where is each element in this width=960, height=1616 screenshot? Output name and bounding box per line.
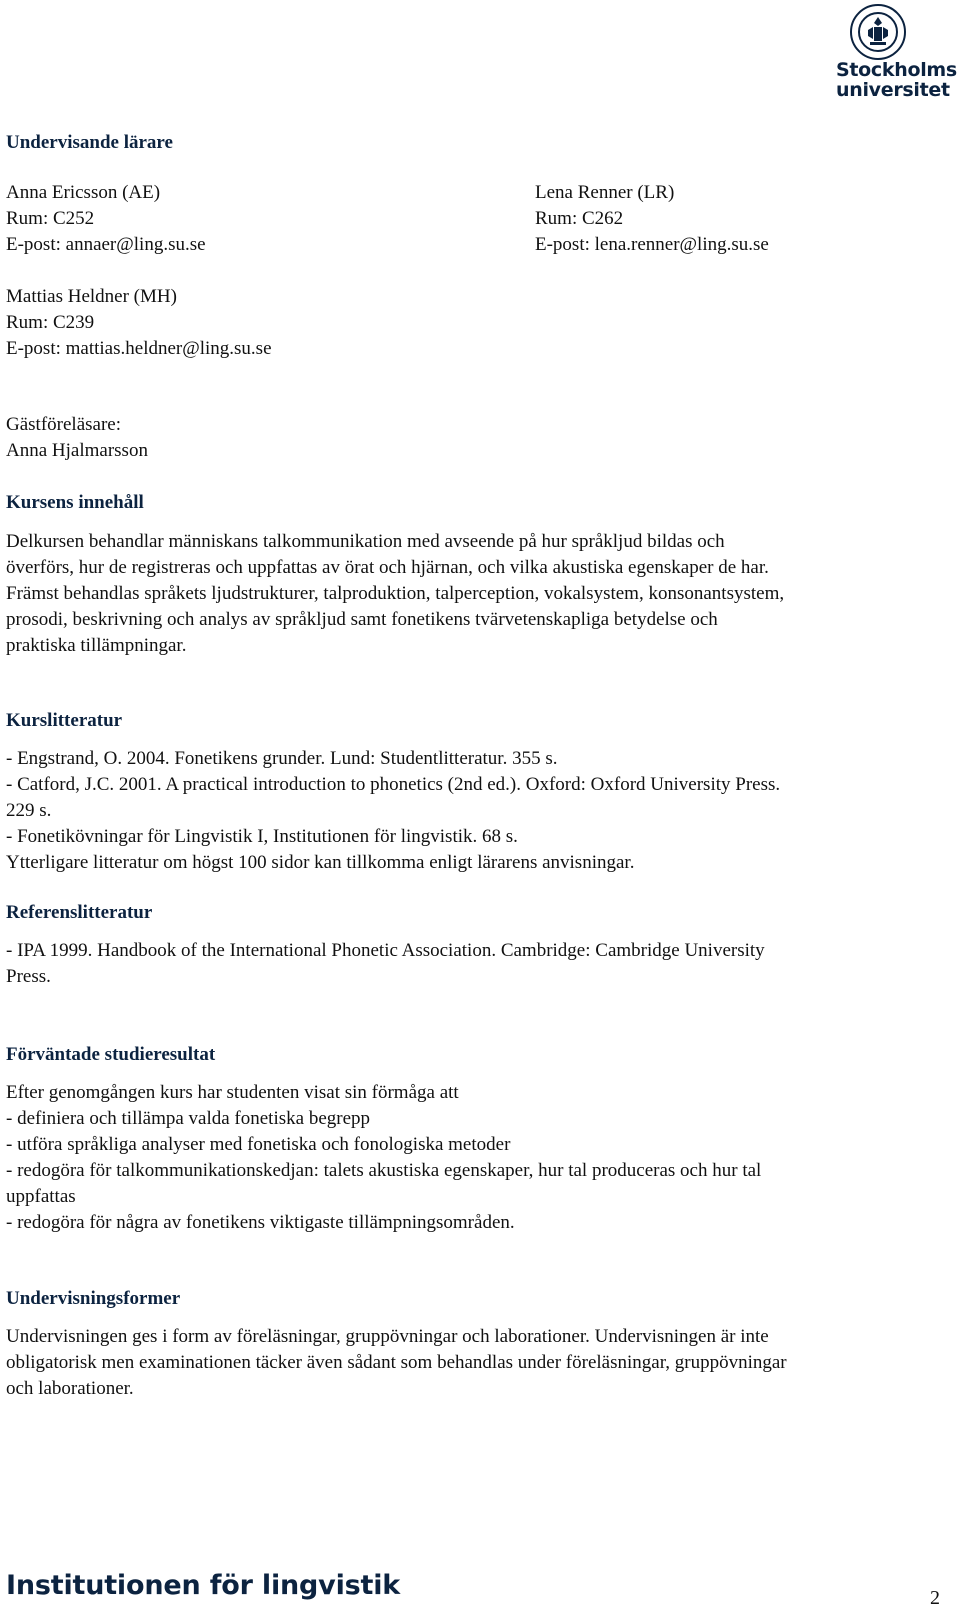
reference-item: - IPA 1999. Handbook of the International Phonetic Association. Cambridge: Cambridge University bbox=[6, 940, 765, 961]
guest-name: Anna Hjalmarsson bbox=[6, 440, 148, 461]
outcome-item: uppfattas bbox=[6, 1186, 76, 1207]
teaching-line: och laborationer. bbox=[6, 1378, 134, 1399]
content-line: Främst behandlas språkets ljudstrukturer, talproduktion, talperception, vokalsystem, konsonantsystem, bbox=[6, 583, 785, 604]
outcome-item: - redogöra för talkommunikationskedjan: talets akustiska egenskaper, hur tal produceras och hur tal bbox=[6, 1160, 762, 1181]
teacher-name: Mattias Heldner (MH) bbox=[6, 286, 177, 307]
reference-list bbox=[6, 938, 765, 990]
teaching-line: Undervisningen ges i form av föreläsningar, gruppövningar och laborationer. Undervisningen är inte bbox=[6, 1326, 769, 1347]
content-line: överförs, hur de registreras och uppfattas av örat och hjärnan, och vilka akustiska egenskaper de har. bbox=[6, 557, 769, 578]
literature-item: - Catford, J.C. 2001. A practical introduction to phonetics (2nd ed.). Oxford: Oxford University Press. bbox=[6, 774, 781, 795]
teacher-name: Anna Ericsson (AE) bbox=[6, 182, 161, 203]
guest-lecturer bbox=[6, 412, 148, 464]
teacher-email[interactable]: E-post: lena.renner@ling.su.se bbox=[535, 234, 769, 255]
teacher-room: Rum: C252 bbox=[6, 208, 95, 229]
logo-line-1: Stockholms bbox=[836, 59, 957, 81]
teaching-heading: Undervisningsformer bbox=[6, 1288, 181, 1309]
content-heading: Kursens innehåll bbox=[6, 492, 144, 513]
outcomes-list bbox=[6, 1080, 761, 1236]
teacher-email[interactable]: E-post: annaer@ling.su.se bbox=[6, 234, 206, 255]
teacher-card-mh bbox=[6, 284, 272, 362]
logo-line-2: universitet bbox=[836, 79, 950, 101]
content-line: praktiska tillämpningar. bbox=[6, 635, 187, 656]
teaching-line: obligatorisk men examinationen täcker även sådant som behandlas under föreläsningar, gruppövningar bbox=[6, 1352, 787, 1373]
content-paragraph bbox=[6, 529, 784, 659]
literature-item: - Engstrand, O. 2004. Fonetikens grunder. Lund: Studentlitteratur. 355 s. bbox=[6, 748, 558, 769]
teacher-room: Rum: C239 bbox=[6, 312, 95, 333]
content-line: prosodi, beskrivning och analys av språkljud samt fonetikens tvärvetenskapliga betydelse och bbox=[6, 609, 718, 630]
guest-label: Gästföreläsare: bbox=[6, 414, 121, 435]
literature-list bbox=[6, 746, 780, 876]
reference-heading: Referenslitteratur bbox=[6, 902, 153, 923]
teachers-heading: Undervisande lärare bbox=[6, 132, 173, 153]
reference-item: Press. bbox=[6, 966, 51, 987]
teacher-room: Rum: C262 bbox=[535, 208, 624, 229]
outcome-intro: Efter genomgången kurs har studenten visat sin förmåga att bbox=[6, 1082, 459, 1103]
literature-item: - Fonetikövningar för Lingvistik I, Institutionen för lingvistik. 68 s. bbox=[6, 826, 518, 847]
teacher-name: Lena Renner (LR) bbox=[535, 182, 675, 203]
teacher-email[interactable]: E-post: mattias.heldner@ling.su.se bbox=[6, 338, 272, 359]
outcome-item: - redogöra för några av fonetikens viktigaste tillämpningsområden. bbox=[6, 1212, 515, 1233]
literature-note: Ytterligare litteratur om högst 100 sidor kan tillkomma enligt lärarens anvisningar. bbox=[6, 852, 635, 873]
literature-item: 229 s. bbox=[6, 800, 52, 821]
logo-wordmark bbox=[836, 60, 960, 100]
footer-institution: Institutionen för lingvistik bbox=[6, 1570, 401, 1601]
literature-heading: Kurslitteratur bbox=[6, 710, 123, 731]
outcome-item: - utföra språkliga analyser med fonetiska och fonologiska metoder bbox=[6, 1134, 511, 1155]
outcome-item: - definiera och tillämpa valda fonetiska begrepp bbox=[6, 1108, 371, 1129]
content-line: Delkursen behandlar människans talkommunikation med avseende på hur språkljud bildas och bbox=[6, 531, 725, 552]
teaching-paragraph bbox=[6, 1324, 787, 1402]
page-number: 2 bbox=[930, 1587, 940, 1609]
teacher-card-lr bbox=[535, 180, 769, 258]
outcomes-heading: Förväntade studieresultat bbox=[6, 1044, 216, 1065]
teacher-card-ae bbox=[6, 180, 206, 258]
